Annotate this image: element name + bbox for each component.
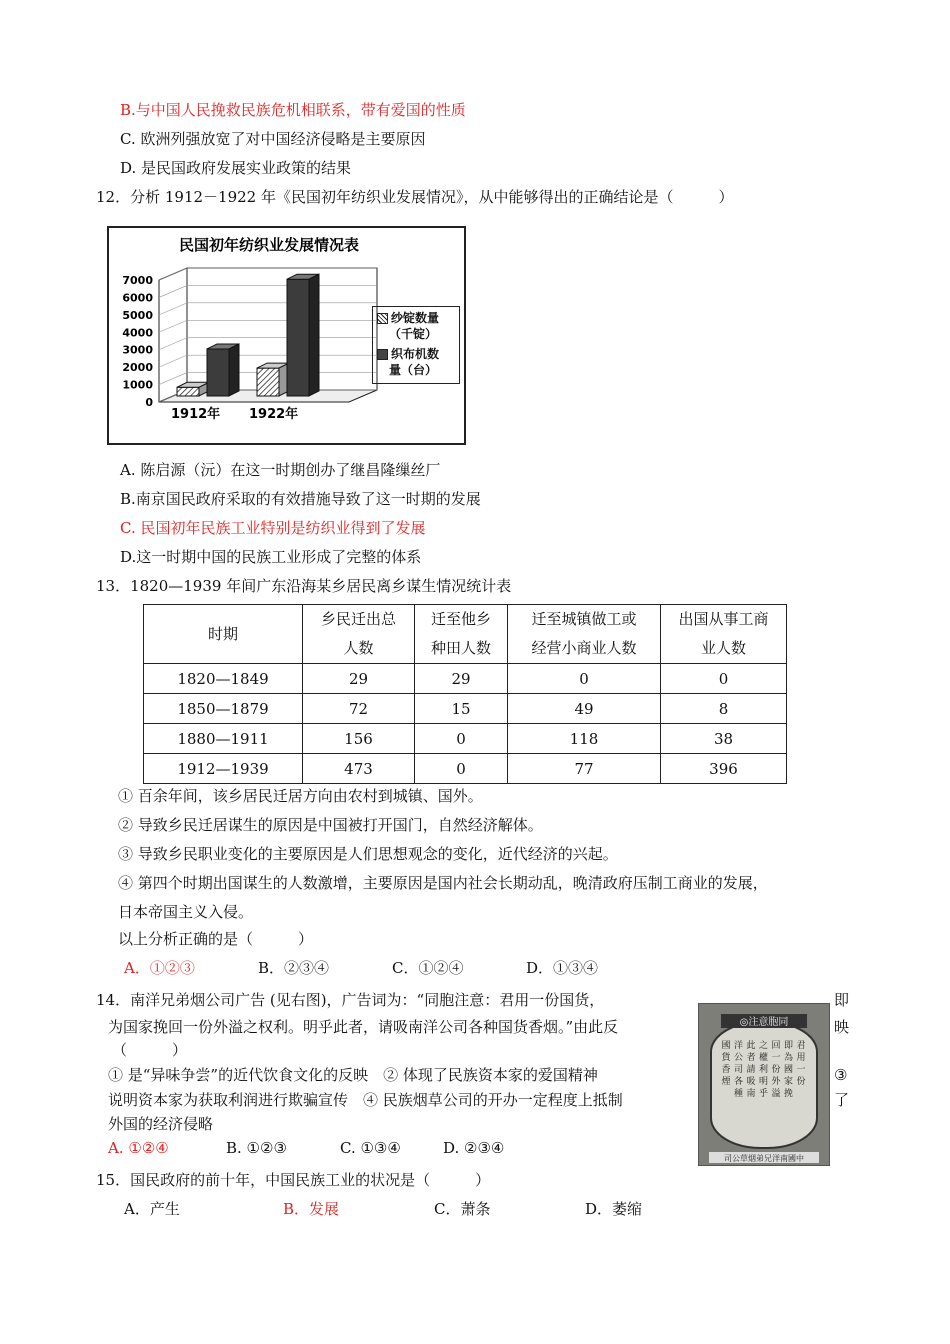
table-cell: 1850—1879 [144,694,303,724]
q14-blank: （ ） [112,1041,188,1059]
chart-yaxis-ticks [122,268,377,409]
table-cell: 1912—1939 [144,754,303,784]
table-header-cell: 出国从事工商 业人数 [661,605,787,664]
chart-gridline [159,355,187,367]
q12-option-a: A. 陈启源（沅）在这一时期创办了继昌隆缫丝厂 [120,461,441,479]
chart-y-tick-label: 3000 [122,343,153,357]
chart-gridline [159,285,187,297]
ad-text-char: 者 [746,1053,756,1063]
ad-text-char: 溢 [771,1089,781,1099]
q13-stem: 13．1820—1939 年间广东沿海某乡居民离乡谋生情况统计表 [96,577,512,595]
nanyang-tobacco-ad-image [698,1003,830,1166]
ad-text-char: 乎 [758,1089,769,1099]
ad-text-char: 南 [746,1089,756,1099]
q12-option-d: D.这一时期中国的民族工业形成了完整的体系 [120,548,422,566]
chart-x-label-1912: 1912年 [171,407,221,422]
table-cell: 473 [303,754,415,784]
table-header-cell: 乡民迁出总 人数 [303,605,415,664]
ad-text-char: 司 [733,1065,744,1075]
table-cell: 156 [303,724,415,754]
ad-text-char: 君 [796,1041,806,1051]
ad-text-char: 煙 [721,1077,731,1087]
ad-text-char: 份 [771,1065,781,1075]
textile-chart [107,226,466,445]
q15-option-d: D．萎缩 [585,1200,643,1218]
q13-ask: 以上分析正确的是（ ） [118,930,314,948]
bar-loom-1912年 [207,344,239,396]
ad-artwork [699,1004,829,1165]
ad-text-char: 明 [758,1077,769,1087]
table-cell: 29 [303,664,415,694]
q14-line-2-end: 映 [834,1018,850,1036]
chart-y-tick-label: 7000 [122,274,153,287]
ad-text-char: 各 [733,1077,744,1087]
ad-text-char: 香 [721,1065,731,1075]
q14-line-1: 14．南洋兄弟烟公司广告 (见右图)，广告词为：“同胞注意：君用一份国货， [96,991,605,1009]
q14-option-c: C. ①③④ [340,1139,401,1157]
ad-text-char: 家 [783,1077,794,1087]
table-cell: 0 [508,664,661,694]
legend-dark-swatch [377,349,388,360]
chart-y-tick-label: 4000 [122,326,153,340]
q14-line-5-end: 了 [834,1091,850,1109]
ad-text-char: 即 [783,1041,794,1051]
chart-y-tick-label: 2000 [122,361,153,375]
chart-gridline [159,268,187,280]
table-cell: 0 [415,724,508,754]
table-cell: 8 [661,694,787,724]
table-cell: 0 [661,664,787,694]
chart-y-tick-label: 1000 [122,378,153,392]
ad-text-char: 吸 [746,1077,756,1087]
ad-text-char: 此 [746,1041,756,1051]
ad-text-char: 挽 [783,1089,794,1099]
ad-text-char: 外 [771,1077,781,1087]
ad-text-char: 公 [733,1053,744,1063]
chart-gridline [159,338,187,350]
q14-line-4-end: ③ [834,1066,848,1084]
table-cell: 396 [661,754,787,784]
chart-y-tick-label: 5000 [122,308,153,322]
q13-option-b: B．②③④ [258,959,330,977]
q12-stem: 12．分析 1912－1922 年《民国初年纺织业发展情况》，从中能够得出的正确结论是（ ） [96,188,734,206]
chart-legend [372,306,460,384]
ad-text-char: 權 [758,1053,769,1063]
table-cell: 118 [508,724,661,754]
legend-loom-2: 量（台） [389,363,438,377]
table-cell: 29 [415,664,508,694]
table-cell: 77 [508,754,661,784]
table-header-cell: 迁至城镇做工或 经营小商业人数 [508,605,661,664]
q15-option-a: A．产生 [124,1200,180,1218]
chart-title: 民国初年纺织业发展情况表 [179,236,360,254]
q13-statement-4b: 日本帝国主义入侵。 [118,903,254,921]
ad-header-text: ◎注意胞同 [739,1017,789,1028]
ad-text-char: 份 [796,1077,806,1087]
chart-side-wall [159,268,187,402]
q12-option-c: C. 民国初年民族工业特别是纺织业得到了发展 [120,519,426,537]
ad-text-char: 為 [783,1053,794,1063]
bar-spindle-1912年 [177,382,209,396]
bar-spindle-1922年 [257,363,289,396]
q15-option-b: B．发展 [283,1200,340,1218]
ad-text-char: 用 [796,1053,806,1063]
chart-y-tick-label: 0 [145,396,153,409]
ad-text-char: 回 [771,1041,781,1051]
table-cell: 38 [661,724,787,754]
q13-statement-1: ① 百余年间，该乡居民迁居方向由农村到城镇、国外。 [118,787,483,805]
ad-footer-text: 司公草烟弟兄洋南國中 [724,1154,804,1163]
q13-statement-2: ② 导致乡民迁居谋生的原因是中国被打开国门，自然经济解体。 [118,816,543,834]
q12-option-b: B.南京国民政府采取的有效措施导致了这一时期的发展 [120,490,481,508]
ad-text-char: 貨 [721,1053,731,1063]
table-header-row [144,605,787,664]
ad-text-char: 洋 [733,1041,744,1051]
ad-text-char: 種 [733,1089,744,1099]
chart-x-label-1922: 1922年 [249,407,299,422]
q11-option-c: C. 欧洲列强放宽了对中国经济侵略是主要原因 [120,130,426,148]
ad-text-char: 國 [721,1041,731,1051]
q14-line-2: 为国家挽回一份外溢之权利。明乎此者，请吸南洋公司各种国货香烟。”由此反 [108,1018,619,1036]
q13-option-c: C．①②④ [392,959,464,977]
table-cell: 1820—1849 [144,664,303,694]
q14-line-6: 外国的经济侵略 [108,1115,214,1133]
table-header-cell: 时期 [144,605,303,664]
chart-gridline [159,303,187,315]
table-cell: 72 [303,694,415,724]
ad-text-char: 請 [746,1065,756,1075]
legend-loom-1: 织布机数 [391,347,440,361]
table-cell: 0 [415,754,508,784]
table-header-cell: 迁至他乡 种田人数 [415,605,508,664]
table-cell: 49 [508,694,661,724]
ad-text-char: 利 [758,1065,769,1075]
q14-line-5: 说明资本家为获取利润进行欺骗宣传 ④ 民族烟草公司的开办一定程度上抵制 [108,1091,623,1109]
chart-y-tick-label: 6000 [122,291,153,305]
q15-stem: 15．国民政府的前十年，中国民族工业的状况是（ ） [96,1171,491,1189]
ad-text-char: 國 [783,1065,794,1075]
table-row [144,754,787,784]
bar-loom-1922年 [287,274,319,396]
table-row [144,724,787,754]
table-row [144,694,787,724]
table-cell: 15 [415,694,508,724]
q13-option-d: D．①③④ [526,959,599,977]
q14-line-1-end: 即 [834,991,850,1009]
chart-bars [177,274,319,396]
q14-line-4: ① 是“异味争尝”的近代饮食文化的反映 ② 体现了民族资本家的爱国精神 [108,1066,598,1084]
q15-option-c: C．萧条 [434,1200,491,1218]
legend-spindle-2: （千锭） [389,327,438,341]
q13-statement-4a: ④ 第四个时期出国谋生的人数激增，主要原因是国内社会长期动乱，晚清政府压制工商业的发展， [118,874,768,892]
table-row [144,664,787,694]
q14-option-d: D. ②③④ [443,1139,505,1157]
chart-gridline [159,320,187,332]
q11-option-b: B.与中国人民挽救民族危机相联系，带有爱国的性质 [120,101,466,119]
q13-statement-3: ③ 导致乡民职业变化的主要原因是人们思想观念的变化，近代经济的兴起。 [118,845,618,863]
chart-gridline [159,373,187,385]
table-cell: 1880—1911 [144,724,303,754]
legend-spindle-1: 纱锭数量 [391,311,440,325]
legend-hatch-swatch [377,313,388,324]
q11-option-d: D. 是民国政府发展实业政策的结果 [120,159,352,177]
q14-option-b: B. ①②③ [226,1139,287,1157]
q13-option-a: A．①②③ [124,959,195,977]
ad-text-char: 一 [796,1065,806,1075]
ad-text-char: 一 [771,1053,781,1063]
q14-option-a: A. ①②④ [108,1139,169,1157]
migration-table [143,604,787,784]
ad-text-char: 之 [758,1041,769,1051]
